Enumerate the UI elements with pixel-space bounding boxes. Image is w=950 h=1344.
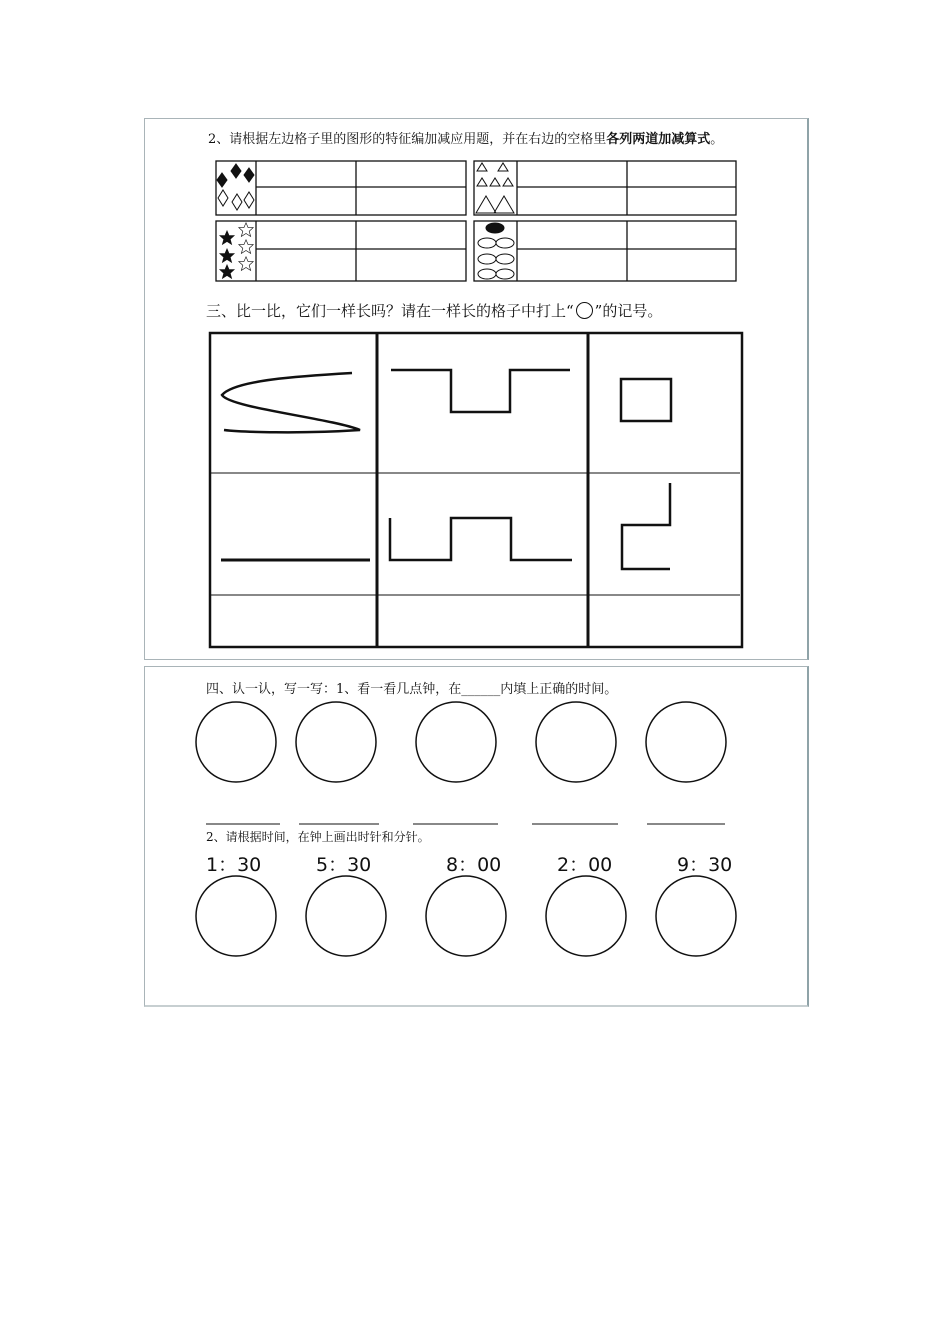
time-label-1: 1：30 — [206, 854, 262, 876]
instruction-compare-end: ”的记号。 — [594, 302, 663, 320]
clock-face-read-2[interactable] — [296, 702, 376, 782]
clock-face-read-1[interactable] — [196, 702, 276, 782]
instruction-bold-text: 各列两道加减算式 — [606, 132, 711, 147]
clock-face-draw-2[interactable] — [306, 876, 386, 956]
clock-face-draw-4[interactable] — [546, 876, 626, 956]
instruction-end: 。 — [710, 132, 724, 147]
clock-face-draw-1[interactable] — [196, 876, 276, 956]
time-label-4: 2：00 — [557, 854, 613, 876]
time-label-3: 8：00 — [446, 854, 502, 876]
instruction-read-clock: 四、认一认，写一写：1、看一看几点钟，在______内填上正确的时间。 — [206, 682, 618, 697]
clock-face-read-4[interactable] — [536, 702, 616, 782]
instruction-draw-hands: 2、请根据时间，在钟上画出时针和分针。 — [206, 830, 430, 844]
instruction-compare-text: 三、比一比，它们一样长吗？请在一样长的格子中打上“ — [206, 302, 574, 320]
clock-face-read-3[interactable] — [416, 702, 496, 782]
clock-face-draw-5[interactable] — [656, 876, 736, 956]
time-label-2: 5：30 — [316, 854, 372, 876]
clock-face-read-5[interactable] — [646, 702, 726, 782]
time-label-5: 9：30 — [677, 854, 733, 876]
clock-face-draw-3[interactable] — [426, 876, 506, 956]
instruction-text: 2、请根据左边格子里的图形的特征编加减应用题，并在右边的空格里 — [208, 132, 607, 147]
